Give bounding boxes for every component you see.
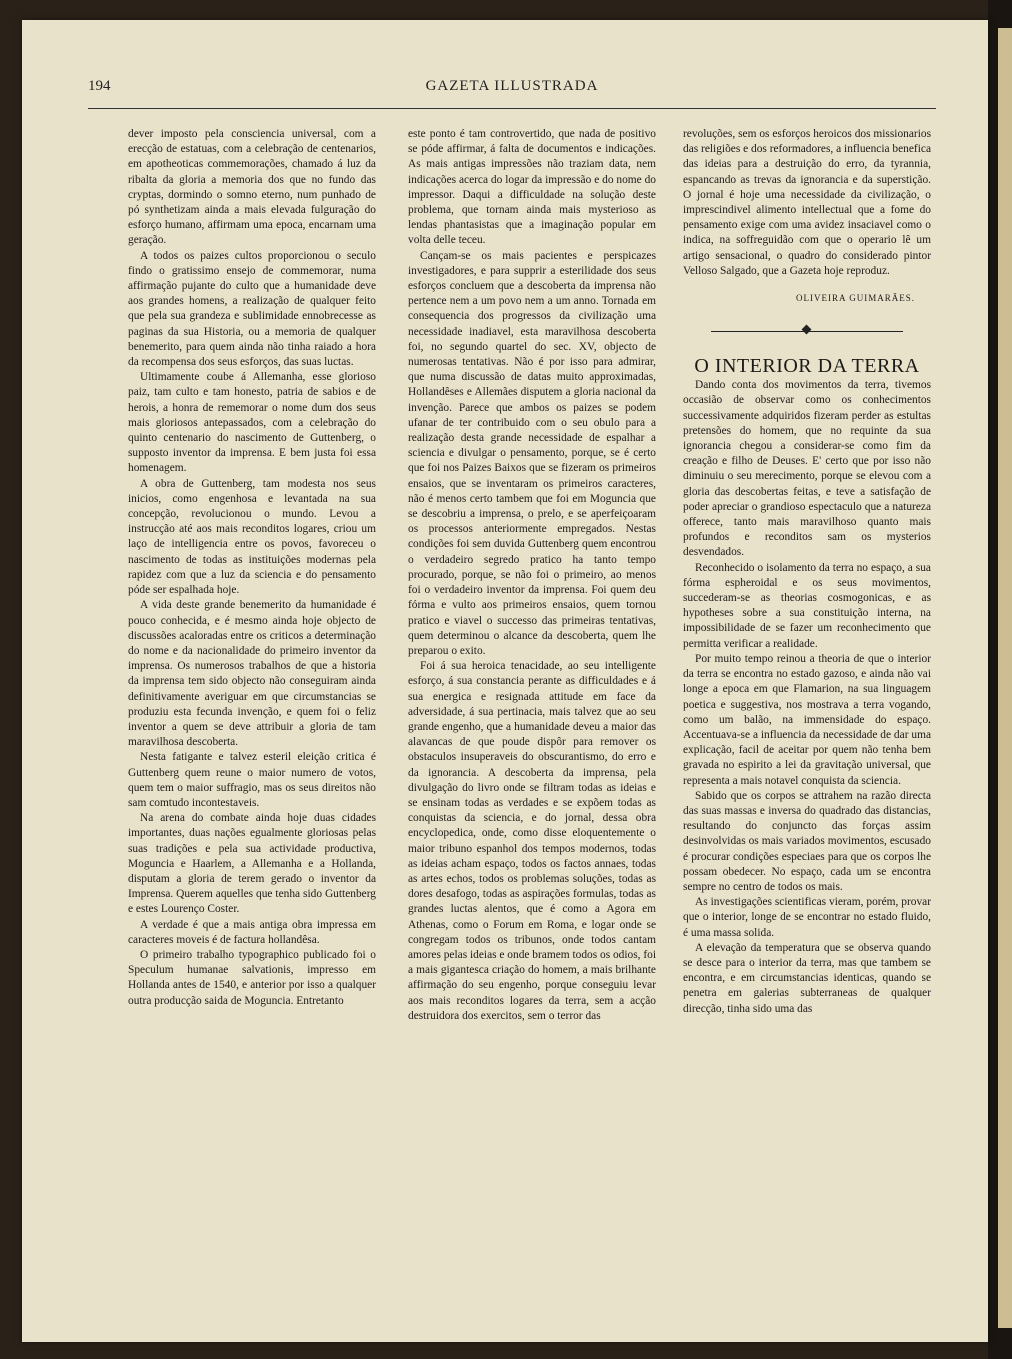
column-1	[128, 127, 376, 1247]
diamond-icon	[802, 325, 812, 335]
paragraph: Cançam-se os mais pacientes e perspicazes investigadores, e para supprir a esterilidade dos seus esforços concluem que a descoberta da imprensa não pertence nem a um povo nem a um anno. Tornada em consequencia dos progressos da civilização uma necessidade inadiavel, esta maravilhosa descoberta foi, no segundo quartel do sec. XV, objecto de numerosas tentativas. Não é por isso para admirar, que numa discussão de datas muito approximadas, Hollandêses e Allemães disputem a gloria nacional da invenção. Parece que ambos os paizes se podem ufanar de ter contribuido com o seu obulo para a realização desta grande necessidade de espalhar a sciencia e divulgar o pensamento, porque, se é certo que foi nos Paizes Baixos que se fizeram os primeiros ensaios, que se inventaram os primeiros caracteres, não é menos certo tambem que foi em Moguncia que se descobriu a imprensa, o prelo, e se aperfeiçoaram os processos anteriormente empregados. Nestas condições foi sem duvida Guttenberg quem encontrou o verdadeiro segredo pratico ha tanto tempo procurado, porque, se não foi o primeiro, ao menos foi o verdadeiro inventor da imprensa. Foi quem deu fórma e vulto aos primeiros ensaios, quem tornou pratico e viavel o successo das primeiras tentativas, quem determinou o alcance da descoberta, quem lhe preparou o exito.	[408, 249, 656, 657]
paragraph: Sabido que os corpos se attrahem na razão directa das suas massas e inversa do quadrado das distancias, resultando do conjuncto das forças assim desinvolvidas os mais variados movimentos, escusado é procurar condições especiaes para que os corpos lhe possam obedecer. No espaço, cada um se encontra sempre no centro de todos os mais.	[683, 789, 931, 893]
paragraph: A elevação da temperatura que se observa quando se desce para o interior da terra, mas que tambem se encontra, e em circumstancias identicas, quando se penetra em galerias subterraneas de qualquer direcção, tinha sido uma das	[683, 941, 931, 1015]
paragraph: A vida deste grande benemerito da humanidade é pouco conhecida, e é mesmo ainda hoje objecto de discussões acaloradas entre os criticos a determinação do nome e da nacionalidade do primeiro inventor da imprensa. Os numerosos trabalhos de que a historia da imprensa tem sido objecto não conseguiram ainda definitivamente averiguar em que circumstancias se produziu esta fecunda invenção, e quem foi o feliz inventor a quem se deve attribuir a gloria de tam maravilhosa descoberta.	[128, 599, 376, 749]
article-headline: O INTERIOR DA TERRA	[694, 355, 920, 378]
ornament-divider	[683, 322, 931, 342]
running-header	[88, 58, 936, 98]
next-page-edge	[998, 28, 1012, 1328]
paragraph: As investigações scientificas vieram, porém, provar que o interior, longe de se encontrar no estado fluido, é uma massa solida.	[683, 896, 931, 939]
paragraph: revoluções, sem os esforços heroicos dos missionarios das religiões e dos reformadores, a influencia benefica das ideias para a destruição do erro, da tyrannia, espancando as trevas da ignorancia e da superstição. O jornal é hoje uma necessidade da civilização, o imprescindivel alimento intellectual que a fome do pensamento exige com uma avidez insaciavel como o indica, na soffreguidão com que o operario lê um artigo sensacional, o quadro do considerado pintor Velloso Salgado, que a Gazeta hoje reproduz.	[683, 128, 931, 277]
paragraph: dever imposto pela consciencia universal, com a erecção de estatuas, com a celebração de centenarios, em apotheoticas commemorações, chamado á luz da ribalta da gloria a memoria dos que no fundo das cryptas, dormindo o somno eterno, num punhado de pó synthetizam ainda a mais elevada fulguração do esforço humano, affirmam uma epoca, encarnam uma geração.	[128, 128, 376, 247]
column-3	[683, 127, 931, 1247]
column-2	[408, 127, 656, 1247]
paragraph: Na arena do combate ainda hoje duas cidades importantes, duas nações egualmente gloriosas pelas suas tradições e pela sua actividade productiva, Moguncia e Haarlem, a Allemanha e a Hollanda, disputam a gloria de terem gerado o inventor da Imprensa. Querem aquelles que tenha sido Guttenberg e estes Lourenço Coster.	[128, 812, 376, 916]
author-signature: OLIVEIRA GUIMARÃES.	[796, 293, 915, 304]
paragraph: Dando conta dos movimentos da terra, tivemos occasião de observar como os conhecimentos successivamente adquiridos fizeram perder as estultas pretensões do homem, que no requinte da sua ignorancia chegou a considerar-se como fim da creação e filho de Deuses. E' certo que por isso não diminuiu o seu merecimento, porque se elevou com a gloria das descobertas feitas, e teve a satisfação de poder apreciar o grandioso espectaculo que a natureza offerece, tanto mais maravilhoso quanto mais profundos e reconditos sam os mysterios desvendados.	[683, 379, 931, 559]
page-number: 194	[88, 78, 111, 94]
header-rule	[88, 108, 936, 109]
paragraph: este ponto é tam controvertido, que nada de positivo se póde affirmar, á falta de documentos e indicações. As mais antigas impressões não traziam data, nem indicações acerca do logar da impressão e do nome do impressor. Daqui a difficuldade na solução deste problema, que tornam ainda mais mysterioso as lendas phantasistas que a imaginação popular em volta delle teceu.	[408, 128, 656, 247]
paragraph: Ultimamente coube á Allemanha, esse glorioso paiz, tam culto e tam honesto, patria de sabios e de herois, a honra de rememorar o nome dum dos seus mais gloriosos antepassados, com a celebração do quinto centenario do nascimento de Guttenberg, o supposto inventor da imprensa. E bem justa foi essa homenagem.	[128, 371, 376, 475]
publication-title: GAZETA ILLUSTRADA	[425, 78, 599, 94]
paragraph: A obra de Guttenberg, tam modesta nos seus inicios, como engenhosa e levantada na sua concepção, revolucionou o mundo. Levou a instrucção até aos mais reconditos logares, criou um laço de intelligencia entre os povos, favoreceu o nascimento de todas as instituições modernas pela rapidez com que a luz da sciencia e do pensamento póde ser espalhada hoje.	[128, 477, 376, 597]
paragraph: O primeiro trabalho typographico publicado foi o Speculum humanae salvationis, impresso em Hollanda antes de 1540, e anterior por isso a qualquer outra producção saida de Moguncia. Entretanto	[128, 948, 376, 1007]
paragraph: A verdade é que a mais antiga obra impressa em caracteres moveis é de factura hollandêsa.	[128, 918, 376, 946]
paragraph: Reconhecido o isolamento da terra no espaço, a sua fórma espheroidal e os seus movimentos, succederam-se as theorias cosmogonicas, e as hypotheses sobre a sua constituição interna, na impossibilidade de se fazer um reconhecimento que permitta verificar a realidade.	[683, 561, 931, 650]
paragraph: Nesta fatigante e talvez esteril eleição critica é Guttenberg quem reune o maior numero de votos, quem tem o maior suffragio, mas os seus direitos não sam comtudo incontestaveis.	[128, 751, 376, 809]
paragraph: Foi á sua heroica tenacidade, ao seu intelligente esforço, á sua constancia perante as difficuldades e á sua energica e resignada attitude em face da adversidade, á sua pertinacia, mais talvez que ao seu grande engenho, que a humanidade deveu a maior das alavancas de que poude dispôr para remover os obstaculos insuperaveis do obscurantismo, do erro e da ignorancia. A descoberta da imprensa, pela divulgação do livro onde se filtram todas as ideias e se ensinam todas as verdades e se expõem todas as conquistas da sciencia, e do jornal, dessa obra encyclopedica, onde, como disse eloquentemente o maior tribuno espanhol dos tempos modernos, todas as ideias acham espaço, todos os factos annaes, todas as artes echos, todos os problemas soluções, todas as dores desafogo, todas as aspirações formulas, todas as grandes luctas alentos, que é como a Agora em Athenas, como o Forum em Roma, e logar onde se congregam todos os tribunos, onde todos cantam amores pelas ideias e onde bramem todos os odios, foi a mais gigantesca criação do homem, a mais brilhante affirmação do seu engenho, porque conseguiu levar aos mais reconditos logares da terra, sem a acção destruidora dos exercitos, sem o terror das	[408, 660, 656, 1022]
paragraph: A todos os paizes cultos proporcionou o seculo findo o gratissimo ensejo de commemorar, numa affirmação pujante do culto que a humanidade deve aos grandes homens, a realização de qualquer feito que pela sua grandeza e sublimidade ennobrecesse as paginas da sua Historia, ou a memoria de qualquer benemerito, para quem ainda não tinha raiado a hora da recompensa dos seus esforços, das suas luctas.	[128, 249, 376, 369]
paragraph: Por muito tempo reinou a theoria de que o interior da terra se encontra no estado gazoso, e ainda não vai longe a epoca em que Flamarion, na sua linguagem poetica e suggestiva, nos mostrava a terra vogando, como um balão, na immensidade do espaço. Accentuava-se a influencia da necessidade de dar uma explicação, facil de aceitar por quem não tenha bem gravada no espirito a lei da gravitação universal, que representa a mais notavel conquista da sciencia.	[683, 652, 931, 787]
